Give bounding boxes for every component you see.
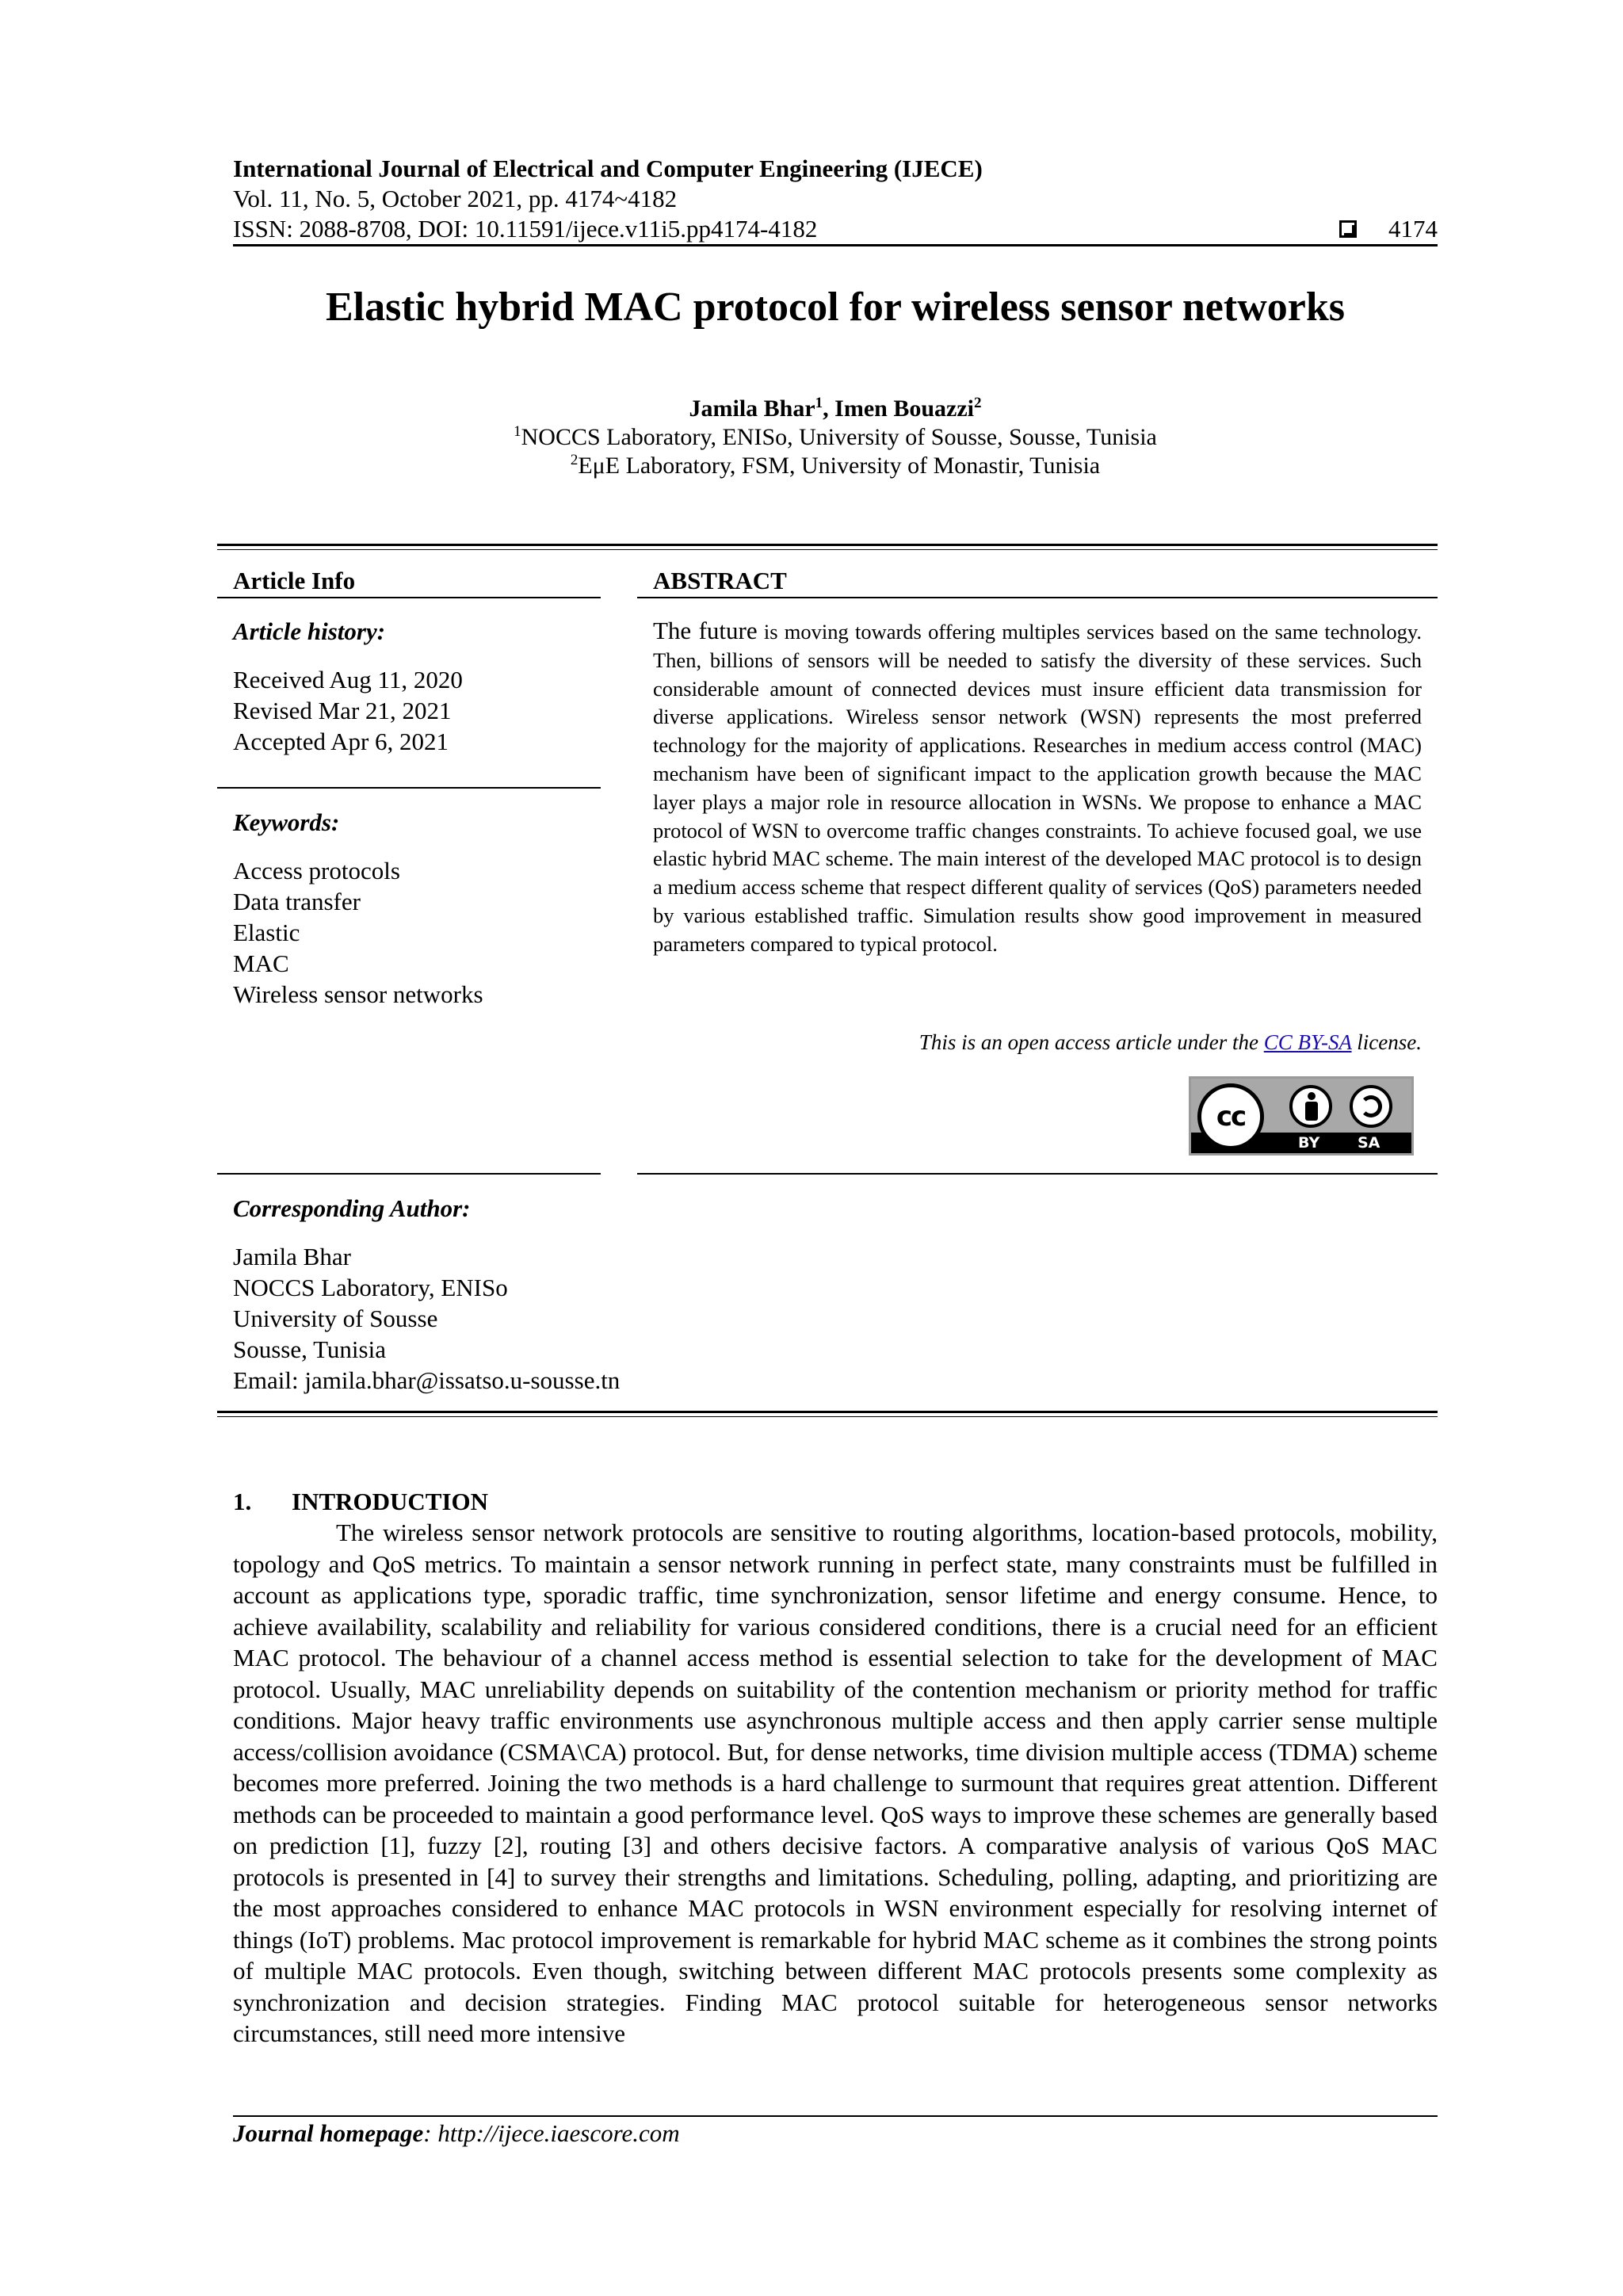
cc-by-sa-badge[interactable] [1189,1076,1414,1156]
footer-rule [233,2115,1438,2117]
section-title: INTRODUCTION [292,1488,489,1515]
journal-header [233,154,1438,244]
info-bottom-rule [217,1411,1438,1417]
license-prefix: This is an open access article under the [918,1030,1264,1054]
author-separator: , [823,395,835,422]
article-history-label: Article history: [233,617,386,645]
affiliation-2-text: EμE Laboratory, FSM, University of Monastir, Tunisia [578,453,1101,479]
cc-icon-label: cc [1216,1101,1246,1133]
author-1: Jamila Bhar [689,395,815,422]
badge-by-label: BY [1298,1134,1320,1152]
abstract-first-word: The future [653,617,758,644]
section-number: 1. [233,1488,252,1515]
corresponding-location: Sousse, Tunisia [233,1335,386,1363]
article-info-rule [217,597,601,598]
affiliation-2-sup: 2 [570,452,579,468]
header-rule [233,244,1438,246]
open-access-note [653,1030,1422,1055]
author-names [233,395,1438,423]
affiliation-1 [233,423,1438,452]
square-bullet-icon [1339,220,1357,238]
badge-sa-label: SA [1358,1134,1381,1152]
journal-name: International Journal of Electrical and Computer Engineering (IJECE) [233,155,983,182]
author-2: Imen Bouazzi [834,395,974,422]
journal-homepage [233,2118,680,2149]
history-accepted: Accepted Apr 6, 2021 [233,728,449,755]
corresponding-author-label: Corresponding Author: [233,1194,471,1222]
introduction-text: The wireless sensor network protocols are sensitive to routing algorithms, location-based protocols, mobility, topology and QoS metrics. To maintain a sensor network running in perfect state, many constraints must be fulfilled in account as applications type, sporadic traffic, time synchronization, sensor lifetime and energy consume. Hence, to achieve availability, scalability and reliability for various considered conditions, there is a crucial need for an efficient MAC protocol. The behaviour of a channel access method is essential selection to take for the development of MAC protocol. Usually, MAC unreliability depends on suitability of the contention mechanism or priority method for traffic conditions. Major heavy traffic environments use asynchronous multiple access and then apply carrier sense multiple access/collision avoidance (CSMA\CA) protocol. But, for dense networks, time division multiple access (TDMA) scheme becomes more preferred. Joining the two methods is a hard challenge to surmount that requires great attention. Different methods can be proceeded to maintain a good performance level. QoS ways to improve these schemes are generally based on prediction [1], fuzzy [2], routing [3] and others decisive factors. A comparative analysis of various QoS MAC protocols is presented in [4] to survey their strengths and limitations. Scheduling, polling, adapting, and prioritizing are the most approaches considered to enhance MAC protocols in WSN environment especially for resolving internet of things (IoT) problems. Mac protocol improvement is remarkable for hybrid MAC scheme as it combines the strong points of multiple MAC protocols. Even though, switching between different MAC protocols presents some complexity as synchronization and decision strategies. Finding MAC protocol suitable for heterogeneous sensor networks circumstances, still need more intensive [233,1519,1438,2047]
author-2-sup: 2 [974,395,982,411]
affiliation-1-text: NOCCS Laboratory, ENISo, University of Sousse, Sousse, Tunisia [521,424,1157,450]
keywords-label: Keywords: [233,808,340,836]
author-block [233,395,1438,480]
affiliation-2 [233,452,1438,480]
page-number: 4174 [1388,215,1438,243]
keywords-top-rule [217,787,601,789]
keyword-item: Wireless sensor networks [233,980,483,1008]
share-alike-icon [1350,1085,1392,1128]
attribution-icon [1289,1085,1332,1128]
author-1-sup: 1 [815,395,823,411]
corresponding-lab: NOCCS Laboratory, ENISo [233,1274,508,1301]
history-received: Received Aug 11, 2020 [233,666,463,693]
page-number-row [1339,214,1438,244]
volume-line: Vol. 11, No. 5, October 2021, pp. 4174~4182 [233,185,678,212]
issn-line: ISSN: 2088-8708, DOI: 10.11591/ijece.v11i5.pp4174-4182 [233,215,818,243]
corresponding-author-details [233,1241,620,1396]
abstract-bottom-rule [637,1173,1438,1175]
article-info-heading: Article Info [233,567,356,594]
affiliation-1-sup: 1 [514,423,521,440]
keywords-list [233,855,601,1010]
keyword-item: Elastic [233,919,300,946]
history-revised: Revised Mar 21, 2021 [233,697,452,724]
homepage-url[interactable]: http://ijece.iaescore.com [437,2119,680,2147]
abstract-rule [637,597,1438,598]
keyword-item: Access protocols [233,857,400,884]
keywords-bottom-rule [217,1173,601,1175]
corresponding-name: Jamila Bhar [233,1243,351,1270]
info-top-rule [217,544,1438,550]
cc-icon [1197,1083,1264,1150]
keyword-item: Data transfer [233,888,361,915]
paper-title: Elastic hybrid MAC protocol for wireless sensor networks [326,285,1345,330]
article-history-list [233,664,601,757]
introduction-heading [233,1487,488,1517]
corresponding-university: University of Sousse [233,1305,438,1332]
homepage-label: Journal homepage [233,2119,424,2147]
abstract-heading: ABSTRACT [653,567,787,594]
corresponding-email: Email: jamila.bhar@issatso.u-sousse.tn [233,1366,621,1394]
abstract-body: is moving towards offering multiples services based on the same technology. Then, billions of sensors will be needed to satisfy the diversity of these services. Such considerable amount of connected devices must insure efficient data transmission for diverse applications. Wireless sensor network (WSN) represents the most preferred technology for the majority of applications. Researches in medium access control (MAC) mechanism have been of significant impact to the application growth because the MAC layer plays a major role in resource allocation in WSNs. We propose to enhance a MAC protocol of WSN to overcome traffic changes constraints. To achieve focused goal, we use elastic hybrid MAC scheme. The main interest of the developed MAC protocol is to design a medium access scheme that respect different quality of services (QoS) parameters needed by various established traffic. Simulation results show good improvement in measured parameters compared to typical protocol. [653,620,1422,956]
license-suffix: license. [1351,1030,1422,1054]
homepage-sep: : [423,2119,438,2147]
cc-by-sa-link[interactable]: CC BY-SA [1263,1030,1352,1054]
keyword-item: MAC [233,949,289,977]
abstract-text [653,617,1422,959]
